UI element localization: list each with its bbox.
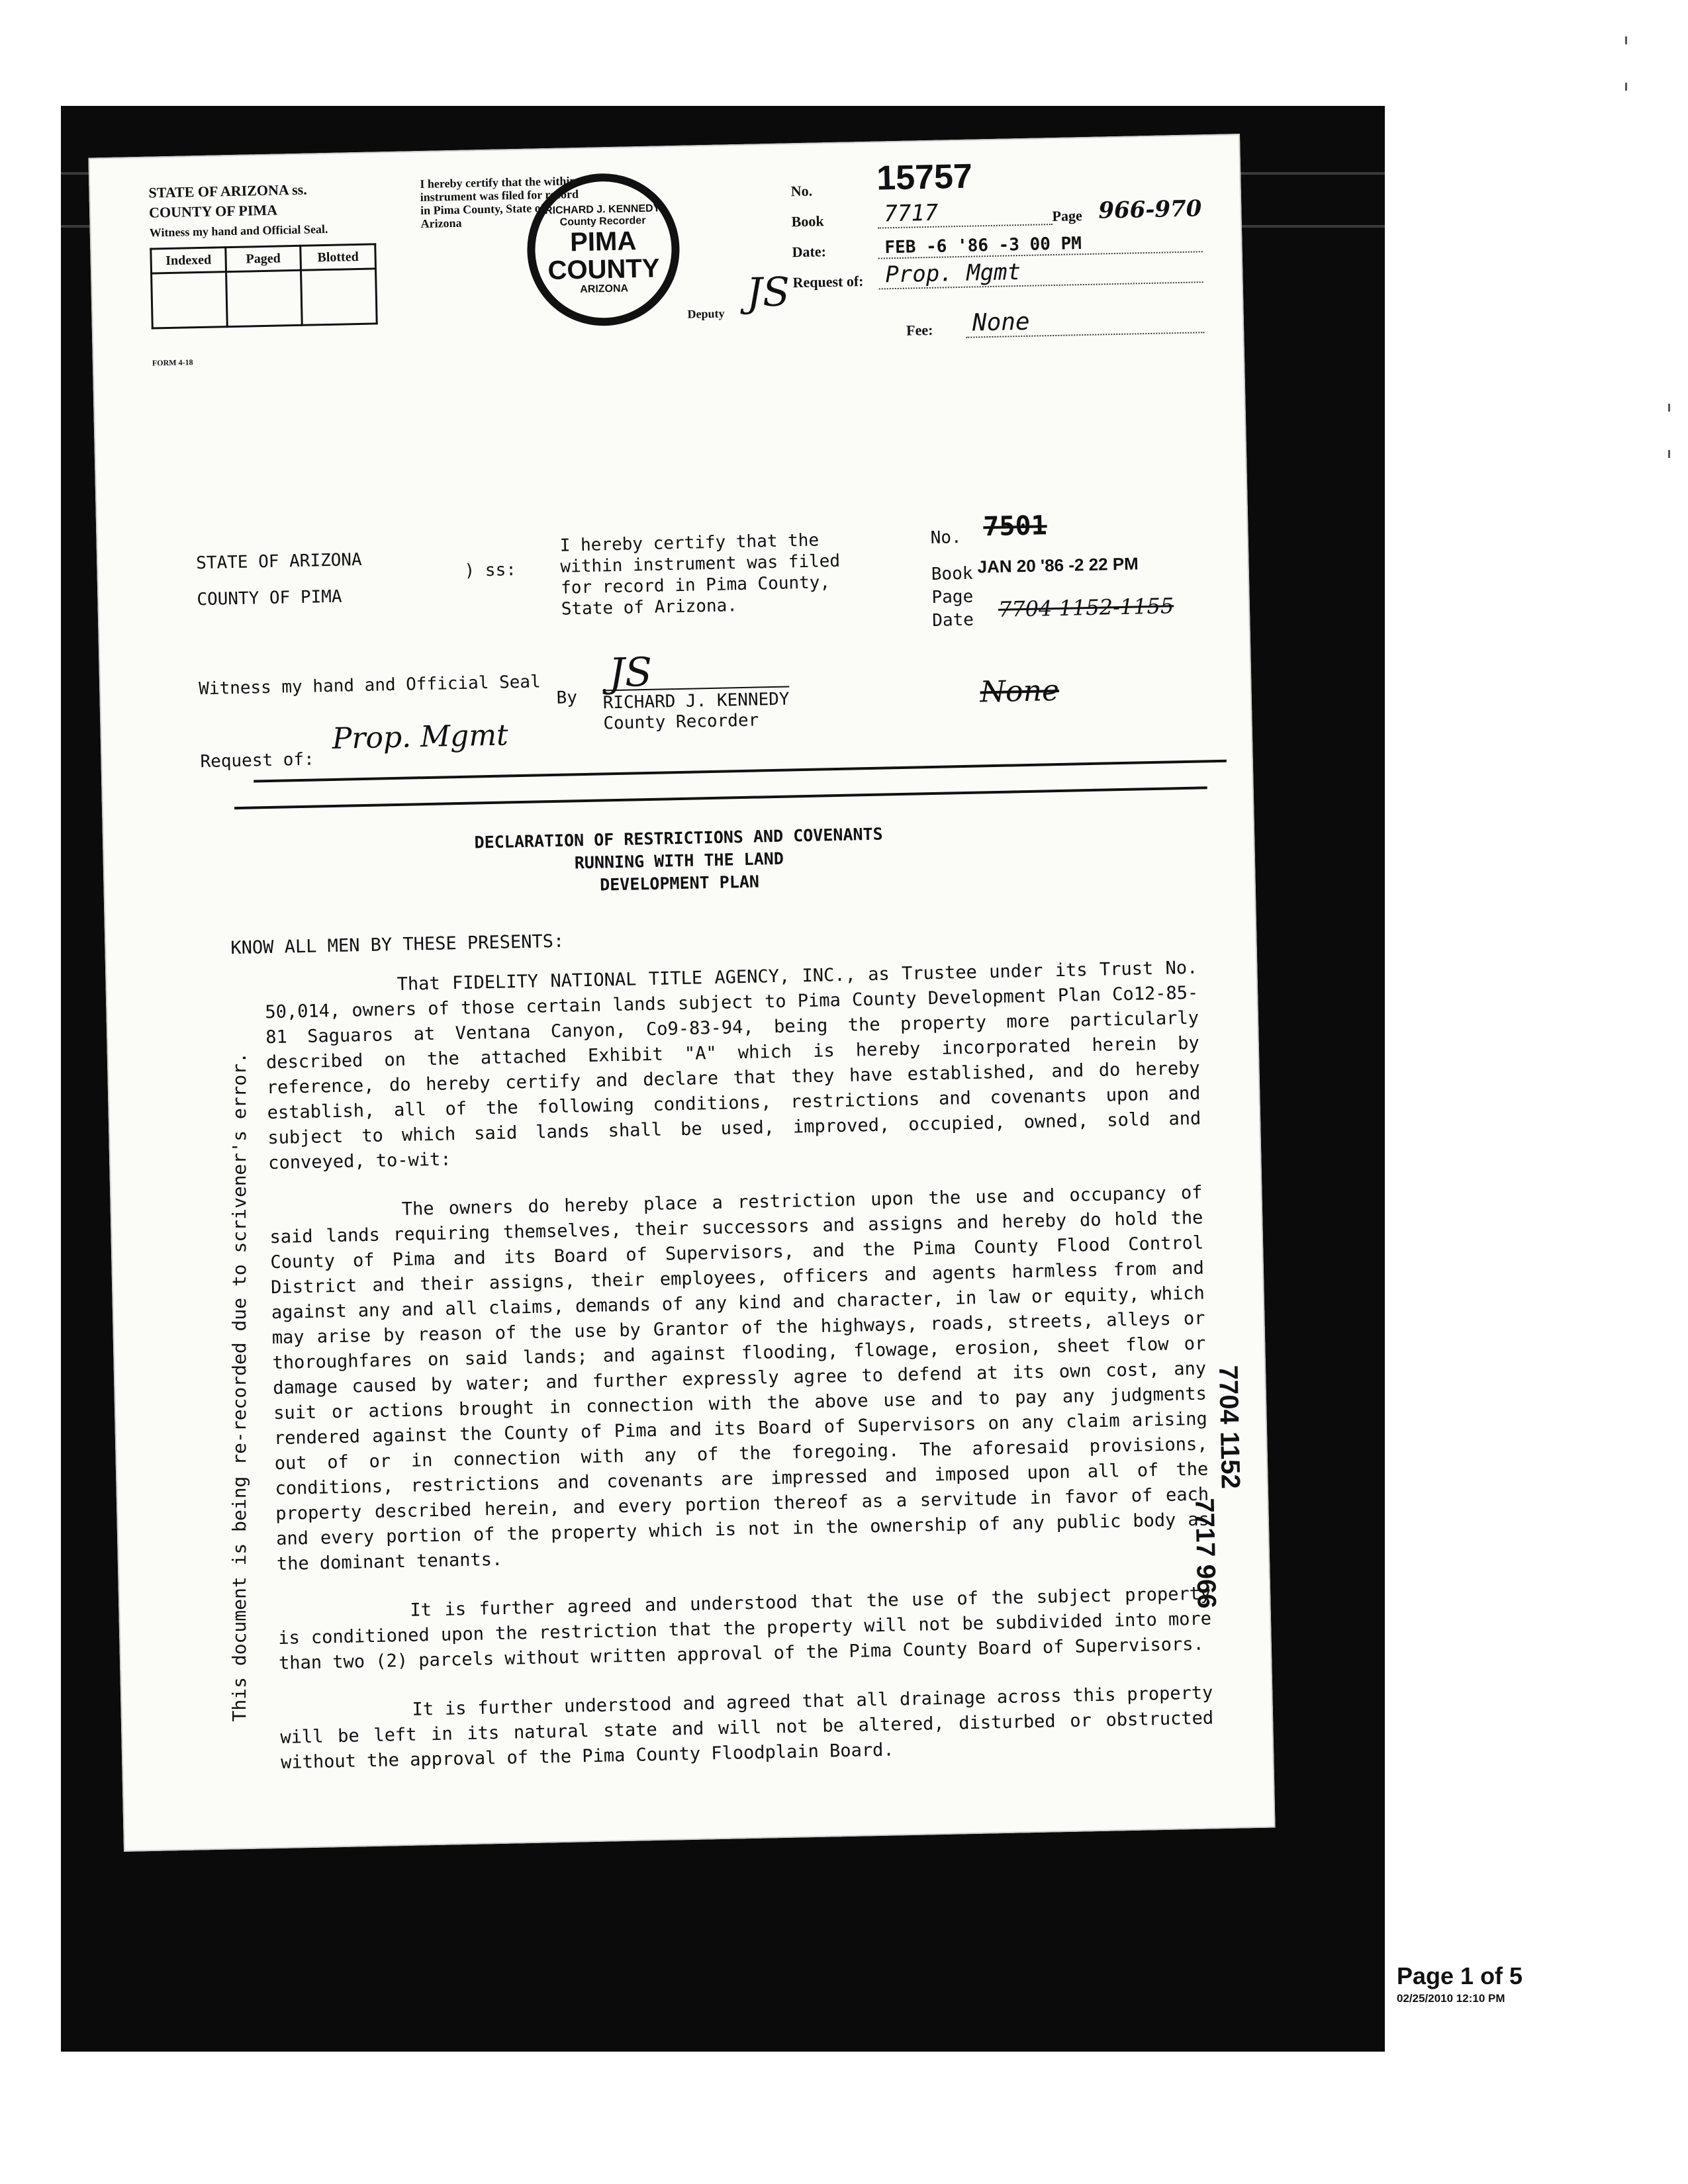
header-request-label: Request of:	[200, 749, 314, 772]
print-timestamp: 02/25/2010 12:10 PM	[1397, 1992, 1505, 2005]
recording-info-top	[790, 157, 1204, 341]
paragraph-4: It is further understood and agreed that all drainage across this property will be left in its natural state and will not be altered, disturbed or obstructed without the approval of the Pima County Floodplain Board.	[280, 1682, 1214, 1773]
stamp-state: STATE OF ARIZONA	[148, 181, 289, 201]
margin-mark	[1625, 36, 1627, 44]
seal-county-name: PIMA COUNTY	[547, 226, 660, 285]
header-state: STATE OF ARIZONA	[195, 549, 362, 574]
header-book-page-value: 7704 1152-1155	[998, 593, 1174, 622]
fee-value: None	[965, 304, 1204, 338]
header-book-label: Book	[931, 563, 973, 584]
body-paragraphs	[264, 956, 1215, 1799]
page-number: Page 1 of 5	[1397, 1962, 1523, 1989]
side-book-ref-2: 7717 966	[1190, 1498, 1221, 1609]
page-value: 966-970	[1098, 195, 1202, 224]
title-line: RUNNING WITH THE LAND	[574, 848, 784, 873]
margin-mark	[1668, 450, 1670, 458]
seal-state: ARIZONA	[580, 283, 629, 295]
seal-recorder-name: RICHARD J. KENNEDY	[544, 203, 661, 217]
stamp-cell	[226, 270, 303, 326]
seal-recorder-title: County Recorder	[559, 214, 646, 228]
header-recorder-name: RICHARD J. KENNEDY	[602, 686, 789, 714]
header-ss: ) ss:	[464, 560, 517, 581]
request-value: Prop. Mgmt	[878, 255, 1203, 289]
deputy-initials: JS	[746, 269, 790, 316]
stamp-paged-header: Paged	[226, 246, 301, 271]
title-line: DEVELOPMENT PLAN	[599, 872, 760, 895]
margin-mark	[1668, 404, 1670, 412]
stamp-cell	[152, 272, 228, 328]
date-label: Date:	[792, 243, 827, 261]
date-value: FEB -6 '86 -3 00 PM	[878, 231, 1203, 259]
header-fee-value: None	[980, 673, 1060, 709]
book-value: 7717	[877, 197, 1053, 229]
stamp-witness: Witness my hand and Official Seal.	[149, 222, 328, 240]
document-page	[88, 134, 1275, 1852]
form-number: FORM 4-18	[152, 357, 193, 368]
header-county: COUNTY OF PIMA	[197, 586, 342, 610]
paragraph-1: That FIDELITY NATIONAL TITLE AGENCY, INC., as Trustee under its Trust No. 50,014, owners of those certain lands subject to Pima County Development Plan Co12-85-81 Saguaros at Ventana Canyon, Co9-83-94, being the property more particularly described on the attached Exhibit "A" which is hereby incorporated herein by reference, do hereby certify and declare that they have established, and do hereby establish, all of the following conditions, restrictions and covenants upon and subject to which said lands shall be used, improved, occupied, owned, sold and conveyed, to-wit:	[265, 957, 1201, 1174]
header-witness: Witness my hand and Official Seal	[198, 672, 541, 700]
header-no-label: No.	[930, 527, 962, 548]
header-recorder-title: County Recorder	[603, 710, 759, 734]
stamp-blotted-header: Blotted	[301, 244, 376, 270]
header-page-label: Page	[931, 586, 974, 608]
salutation: KNOW ALL MEN BY THESE PRESENTS:	[230, 931, 565, 959]
stamp-cell	[301, 269, 377, 325]
recorder-signature: JS	[608, 649, 653, 697]
page-label: Page	[1052, 207, 1082, 225]
record-no-label: No.	[790, 182, 813, 200]
header-date-label: Date	[931, 610, 974, 631]
margin-mark	[1625, 83, 1627, 91]
stamp-ss: ss.	[291, 181, 307, 199]
header-rule-top	[254, 760, 1227, 783]
stamp-county: COUNTY OF PIMA	[148, 201, 278, 221]
stamp-certify-text: I hereby certify that the within instrument was filed for record in Pima County, State of Arizona	[420, 174, 579, 231]
header-no-value: 7501	[982, 510, 1048, 543]
header-date-stamp: JAN 20 '86 -2 22 PM	[977, 553, 1139, 577]
stamp-indexed-header: Indexed	[151, 248, 226, 273]
header-by-label: By	[556, 688, 578, 708]
request-label: Request of:	[792, 273, 864, 291]
rerecording-margin-note: This document is being re-recorded due to scrivener's error.	[228, 1052, 250, 1722]
header-request-value: Prop. Mgmt	[332, 718, 509, 756]
stamp-index-table	[150, 243, 378, 329]
side-book-ref-1: 7704 1152	[1213, 1365, 1245, 1490]
book-label: Book	[791, 212, 824, 230]
seal-deputy: Deputy	[687, 306, 725, 321]
paragraph-3: It is further agreed and understood that the use of the subject property is conditioned upon the restriction that the property will not be subdivided into more than two (2) parcels without written approval of the Pima County Board of Supervisors.	[277, 1583, 1212, 1674]
fee-label: Fee:	[906, 321, 933, 339]
paragraph-2: The owners do hereby place a restriction upon the use and occupancy of said lands requiring themselves, their successors and assigns and hereby do hold the County of Pima and its Board of Supervisors, and the Pima County Flood Control District and their assigns, their employees, officers and agents harmless from and against any and all claims, demands of any kind and character, in law or equity, which may arise by reason of the use by Grantor of the highways, roads, streets, alleys or thoroughfares on said lands; and against flooding, flowage, erosion, sheet flow or damage caused by water; and further expressly agree to defend at its own cost, any suit or actions brought in connection with the above use and to pay any judgments rendered against the County of Pima and its Board of Supervisors on any claim arising out of or in connection with any of the foregoing. The aforesaid provisions, conditions, restrictions and covenants are impressed and imposed upon all of the property described herein, and every portion thereof as a servitude in favor of each and every portion of the property which is not in the ownership of any public body as the dominant tenants.	[269, 1182, 1210, 1575]
title-line: DECLARATION OF RESTRICTIONS AND COVENANTS	[474, 824, 883, 852]
document-title	[103, 815, 1256, 907]
record-no-value: 15757	[876, 157, 973, 198]
header-certify: I hereby certify that the within instrument was filed for record in Pima County, State of Arizona.	[559, 530, 841, 619]
header-rule-bottom	[234, 786, 1207, 809]
